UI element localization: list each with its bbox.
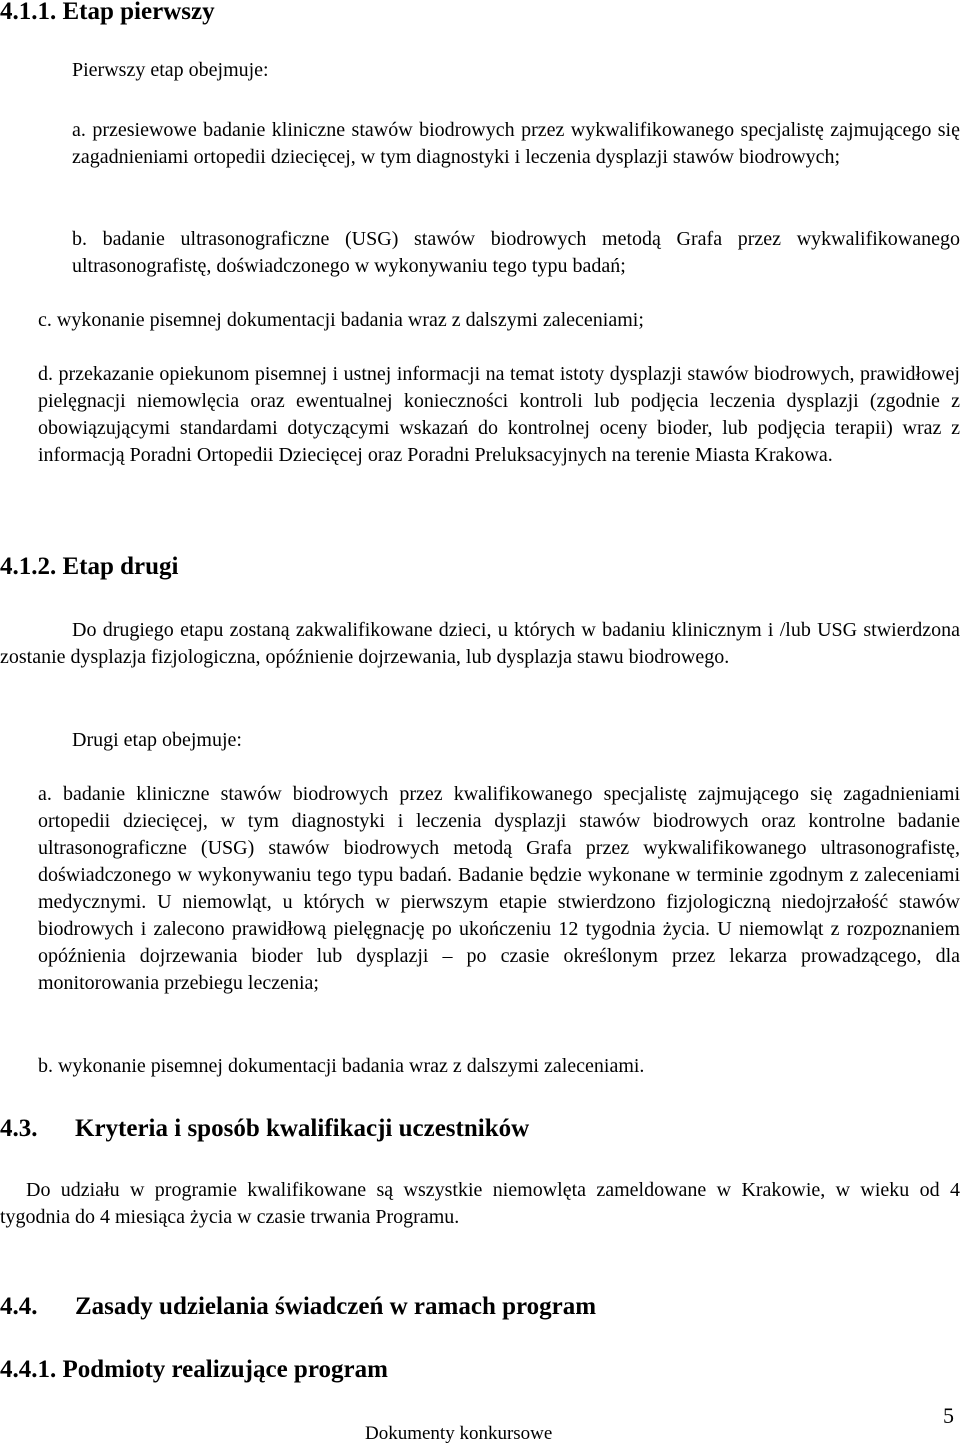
heading-4-4-number: 4.4.: [0, 1293, 38, 1320]
stage-one-item-d: d. przekazanie opiekunom pisemnej i ustnej informacji na temat istoty dysplazji stawów biodrowych, prawidłowej pielęgnacji niemowlęcia oraz ewentualnej konieczności kontroli lub podjęcia leczenia dysplazji (zgodnie z obowiązującymi standardami dotyczącymi wskazań do kontrolnej oceny bioder, lub podjęcia terapii) wraz z informacją Poradni Ortopedii Dziecięcej oraz Poradni Preluksacyjnych na terenie Miasta Krakowa.: [38, 363, 960, 466]
criteria-paragraph: Do udziału w programie kwalifikowane są wszystkie niemowlęta zameldowane w Krakowie, w wieku od 4 tygodnia do 4 miesiąca życia w czasie trwania Programu.: [0, 1179, 960, 1228]
footer-text: Dokumenty konkursowe: [365, 1423, 553, 1444]
stage-one-item-a: a. przesiewowe badanie kliniczne stawów biodrowych przez wykwalifikowanego specjalistę zajmującego się zagadnieniami ortopedii dziecięcej, w tym diagnostyki i leczenia dysplazji stawów biodrowych;: [72, 119, 960, 168]
heading-4-1-1: 4.1.1. Etap pierwszy: [0, 0, 215, 25]
stage-two-item-a: a. badanie kliniczne stawów biodrowych przez kwalifikowanego specjalistę zajmującego się zagadnieniami ortopedii dziecięcej, w tym diagnostyki i leczenia dysplazji stawów biodrowych oraz kontrolne badanie ultrasonograficzne (USG) stawów biodrowych metodą Grafa przez wykwalifikowanego ultrasonografistę, doświadczonego w wykonywaniu tego typu badań. Badanie będzie wykonane w terminie zgodnym z zaleceniami medycznymi. U niemowląt, u których w pierwszym etapie stwierdzono fizjologiczną niedojrzałość stawów biodrowych i zalecono prawidłową pielęgnację po ukończeniu 12 tygodnia życia. U niemowląt z rozpoznaniem opóźnienia dojrzewania bioder lub dysplazji – po czasie określonym przez lekarza prowadzącego, dla monitorowania przebiegu leczenia;: [38, 783, 960, 994]
heading-4-3-number: 4.3.: [0, 1115, 38, 1142]
stage-one-item-c: c. wykonanie pisemnej dokumentacji badania wraz z dalszymi zaleceniami;: [38, 309, 644, 331]
heading-4-3-title: Kryteria i sposób kwalifikacji uczestników: [75, 1115, 530, 1142]
heading-4-4-1: 4.4.1. Podmioty realizujące program: [0, 1356, 388, 1383]
stage-two-item-b: b. wykonanie pisemnej dokumentacji badania wraz z dalszymi zaleceniami.: [38, 1055, 645, 1077]
heading-4-1-2: 4.1.2. Etap drugi: [0, 553, 179, 580]
stage-one-item-b: b. badanie ultrasonograficzne (USG) stawów biodrowych metodą Grafa przez wykwalifikowanego ultrasonografistę, doświadczonego w wykonywaniu tego typu badań;: [72, 228, 960, 277]
stage-two-intro: Drugi etap obejmuje:: [72, 729, 242, 751]
stage-one-intro: Pierwszy etap obejmuje:: [72, 59, 269, 81]
page-number: 5: [943, 1403, 954, 1428]
stage-two-paragraph: Do drugiego etapu zostaną zakwalifikowane dzieci, u których w badaniu klinicznym i /lub USG stwierdzona zostanie dysplazja fizjologiczna, opóźnienie dojrzewania, lub dysplazja stawu biodrowego.: [0, 619, 960, 668]
heading-4-4-title: Zasady udzielania świadczeń w ramach program: [75, 1293, 597, 1320]
